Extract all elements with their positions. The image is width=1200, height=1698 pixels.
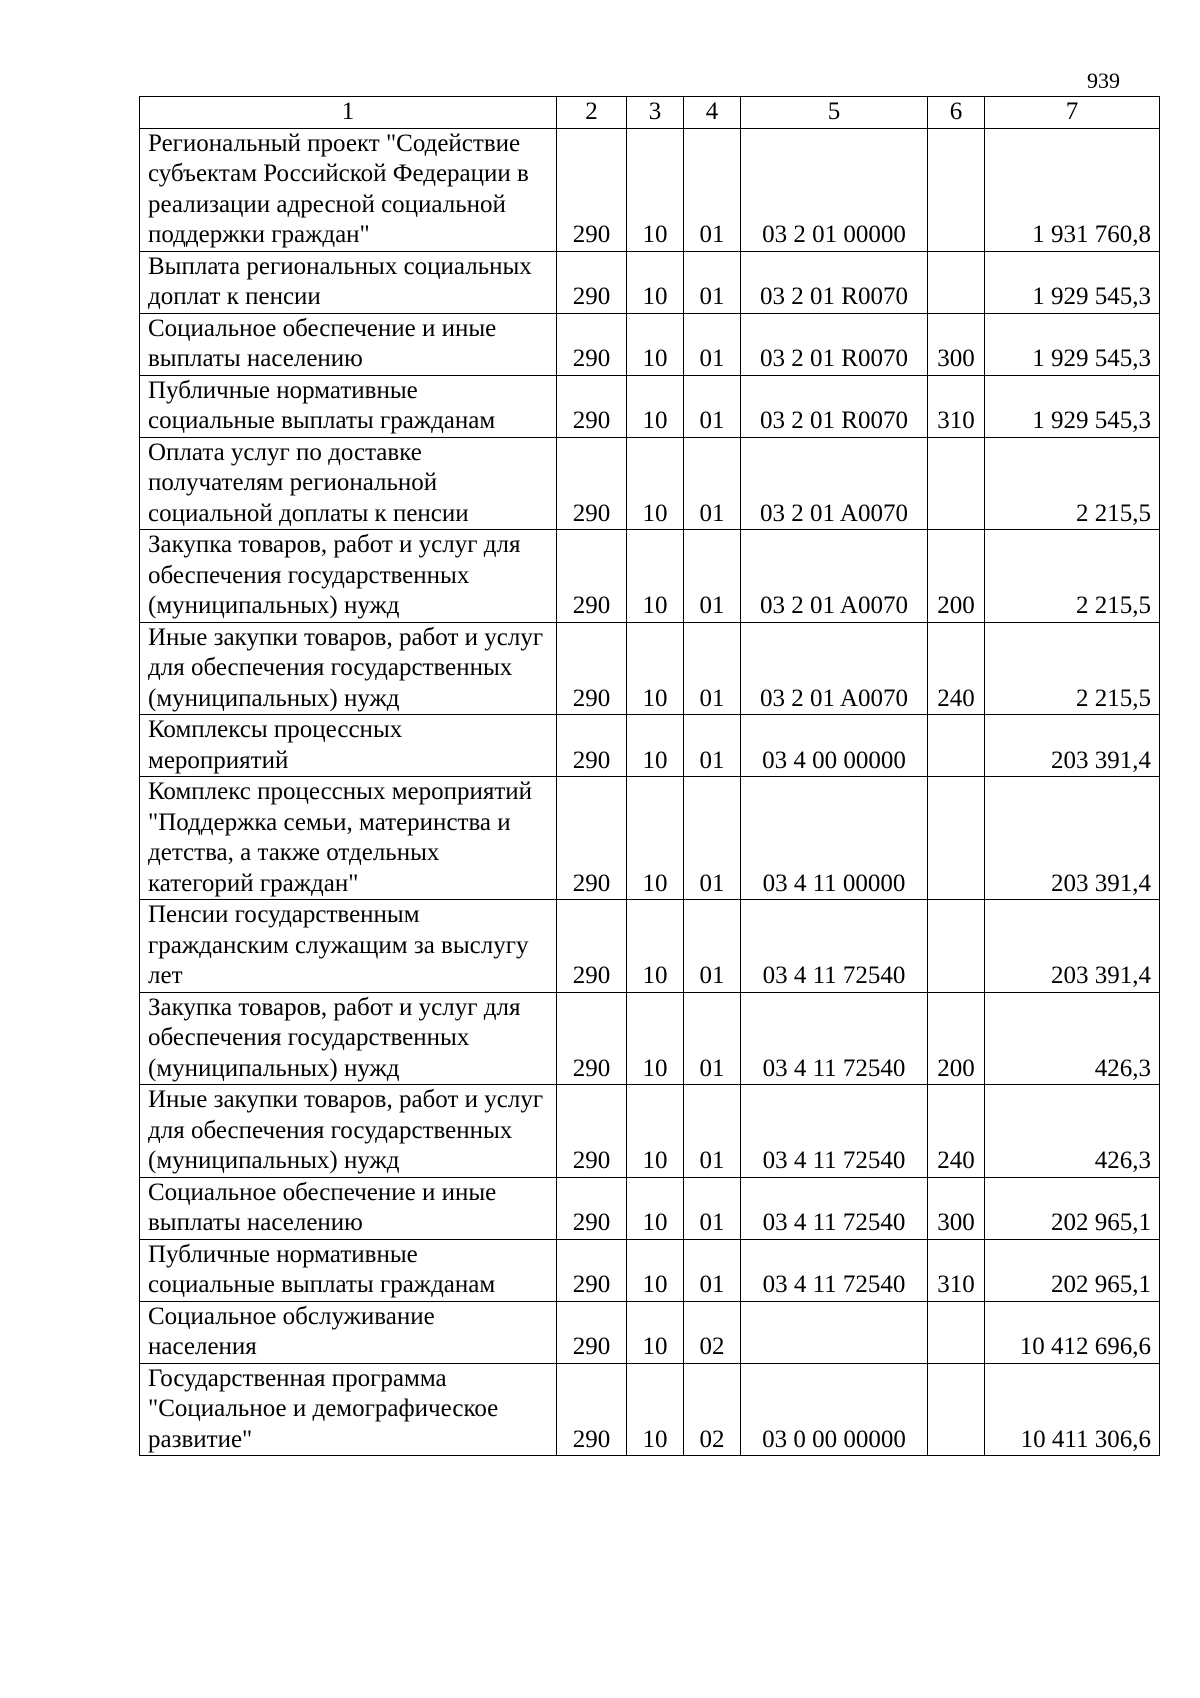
row-razdel: 10 xyxy=(627,251,684,313)
row-podrazdel: 01 xyxy=(684,900,741,993)
row-razdel: 10 xyxy=(627,622,684,715)
column-header-glava: 2 xyxy=(557,97,627,129)
row-sum: 202 965,1 xyxy=(985,1177,1160,1239)
row-glava: 290 xyxy=(557,992,627,1085)
row-sum: 203 391,4 xyxy=(985,777,1160,900)
row-name: Оплата услуг по доставке получателям региональной социальной доплаты к пенсии xyxy=(140,437,557,530)
row-vr xyxy=(928,251,985,313)
row-razdel: 10 xyxy=(627,128,684,251)
row-csr: 03 0 00 00000 xyxy=(741,1363,928,1456)
row-razdel: 10 xyxy=(627,1363,684,1456)
row-razdel: 10 xyxy=(627,1085,684,1178)
row-vr xyxy=(928,715,985,777)
row-vr xyxy=(928,437,985,530)
table-row xyxy=(140,1363,1160,1456)
row-name: Пенсии государственным гражданским служащим за выслугу лет xyxy=(140,900,557,993)
row-name: Государственная программа "Социальное и демографическое развитие" xyxy=(140,1363,557,1456)
row-razdel: 10 xyxy=(627,1239,684,1301)
row-vr: 200 xyxy=(928,530,985,623)
row-csr: 03 4 11 72540 xyxy=(741,1085,928,1178)
row-podrazdel: 01 xyxy=(684,375,741,437)
row-name: Выплата региональных социальных доплат к пенсии xyxy=(140,251,557,313)
row-sum: 10 412 696,6 xyxy=(985,1301,1160,1363)
row-sum: 1 929 545,3 xyxy=(985,313,1160,375)
row-vr: 240 xyxy=(928,622,985,715)
row-vr xyxy=(928,1363,985,1456)
budget-table xyxy=(139,96,1160,1456)
row-razdel: 10 xyxy=(627,715,684,777)
row-vr: 240 xyxy=(928,1085,985,1178)
row-sum: 426,3 xyxy=(985,1085,1160,1178)
header-row xyxy=(140,97,1160,129)
row-name: Иные закупки товаров, работ и услуг для обеспечения государственных (муниципальных) нужд xyxy=(140,622,557,715)
row-sum: 2 215,5 xyxy=(985,622,1160,715)
row-sum: 203 391,4 xyxy=(985,900,1160,993)
row-glava: 290 xyxy=(557,1085,627,1178)
row-podrazdel: 02 xyxy=(684,1301,741,1363)
row-razdel: 10 xyxy=(627,992,684,1085)
row-sum: 202 965,1 xyxy=(985,1239,1160,1301)
row-glava: 290 xyxy=(557,1177,627,1239)
row-glava: 290 xyxy=(557,375,627,437)
row-podrazdel: 01 xyxy=(684,251,741,313)
row-podrazdel: 01 xyxy=(684,715,741,777)
table-row xyxy=(140,1301,1160,1363)
row-csr: 03 4 11 72540 xyxy=(741,1239,928,1301)
column-header-name: 1 xyxy=(140,97,557,129)
row-vr: 310 xyxy=(928,375,985,437)
row-sum: 426,3 xyxy=(985,992,1160,1085)
row-glava: 290 xyxy=(557,251,627,313)
row-sum: 1 931 760,8 xyxy=(985,128,1160,251)
row-podrazdel: 02 xyxy=(684,1363,741,1456)
row-sum: 2 215,5 xyxy=(985,437,1160,530)
row-name: Социальное обслуживание населения xyxy=(140,1301,557,1363)
row-vr: 300 xyxy=(928,313,985,375)
table-row xyxy=(140,313,1160,375)
table-row xyxy=(140,715,1160,777)
row-csr: 03 4 00 00000 xyxy=(741,715,928,777)
row-glava: 290 xyxy=(557,313,627,375)
row-podrazdel: 01 xyxy=(684,1085,741,1178)
table-row xyxy=(140,1085,1160,1178)
row-vr: 310 xyxy=(928,1239,985,1301)
column-header-razdel: 3 xyxy=(627,97,684,129)
table-row xyxy=(140,777,1160,900)
column-header-podrazdel: 4 xyxy=(684,97,741,129)
row-name: Комплексы процессных мероприятий xyxy=(140,715,557,777)
table-row xyxy=(140,622,1160,715)
row-csr: 03 2 01 A0070 xyxy=(741,530,928,623)
table-row xyxy=(140,375,1160,437)
row-razdel: 10 xyxy=(627,375,684,437)
row-glava: 290 xyxy=(557,622,627,715)
row-razdel: 10 xyxy=(627,1177,684,1239)
column-header-vr: 6 xyxy=(928,97,985,129)
row-vr xyxy=(928,128,985,251)
row-glava: 290 xyxy=(557,777,627,900)
row-csr: 03 4 11 72540 xyxy=(741,1177,928,1239)
row-name: Закупка товаров, работ и услуг для обеспечения государственных (муниципальных) нужд xyxy=(140,992,557,1085)
row-csr: 03 4 11 72540 xyxy=(741,992,928,1085)
table-row xyxy=(140,251,1160,313)
row-glava: 290 xyxy=(557,530,627,623)
row-podrazdel: 01 xyxy=(684,1239,741,1301)
row-csr xyxy=(741,1301,928,1363)
row-name: Социальное обеспечение и иные выплаты населению xyxy=(140,313,557,375)
row-csr: 03 4 11 72540 xyxy=(741,900,928,993)
table-header xyxy=(140,97,1160,129)
row-vr: 300 xyxy=(928,1177,985,1239)
row-podrazdel: 01 xyxy=(684,777,741,900)
row-csr: 03 2 01 R0070 xyxy=(741,375,928,437)
row-sum: 1 929 545,3 xyxy=(985,375,1160,437)
row-csr: 03 2 01 R0070 xyxy=(741,313,928,375)
column-header-csr: 5 xyxy=(741,97,928,129)
row-glava: 290 xyxy=(557,715,627,777)
row-vr xyxy=(928,900,985,993)
row-csr: 03 2 01 00000 xyxy=(741,128,928,251)
row-razdel: 10 xyxy=(627,437,684,530)
row-csr: 03 2 01 A0070 xyxy=(741,622,928,715)
row-name: Публичные нормативные социальные выплаты гражданам xyxy=(140,1239,557,1301)
table-row xyxy=(140,992,1160,1085)
row-podrazdel: 01 xyxy=(684,313,741,375)
row-vr xyxy=(928,1301,985,1363)
row-glava: 290 xyxy=(557,437,627,530)
row-name: Иные закупки товаров, работ и услуг для обеспечения государственных (муниципальных) нужд xyxy=(140,1085,557,1178)
row-vr xyxy=(928,777,985,900)
table-row xyxy=(140,437,1160,530)
row-glava: 290 xyxy=(557,1363,627,1456)
row-csr: 03 4 11 00000 xyxy=(741,777,928,900)
row-podrazdel: 01 xyxy=(684,622,741,715)
row-glava: 290 xyxy=(557,1239,627,1301)
row-sum: 203 391,4 xyxy=(985,715,1160,777)
row-podrazdel: 01 xyxy=(684,437,741,530)
table-row xyxy=(140,128,1160,251)
row-glava: 290 xyxy=(557,128,627,251)
table-row xyxy=(140,530,1160,623)
row-razdel: 10 xyxy=(627,1301,684,1363)
row-vr: 200 xyxy=(928,992,985,1085)
row-podrazdel: 01 xyxy=(684,992,741,1085)
table-row xyxy=(140,1239,1160,1301)
row-name: Социальное обеспечение и иные выплаты населению xyxy=(140,1177,557,1239)
row-glava: 290 xyxy=(557,900,627,993)
row-razdel: 10 xyxy=(627,530,684,623)
row-sum: 1 929 545,3 xyxy=(985,251,1160,313)
row-name: Закупка товаров, работ и услуг для обеспечения государственных (муниципальных) нужд xyxy=(140,530,557,623)
table-row xyxy=(140,900,1160,993)
row-name: Публичные нормативные социальные выплаты гражданам xyxy=(140,375,557,437)
column-header-sum: 7 xyxy=(985,97,1160,129)
row-sum: 10 411 306,6 xyxy=(985,1363,1160,1456)
row-podrazdel: 01 xyxy=(684,128,741,251)
row-name: Комплекс процессных мероприятий "Поддержка семьи, материнства и детства, а также отдельных категорий граждан" xyxy=(140,777,557,900)
row-razdel: 10 xyxy=(627,313,684,375)
row-name: Региональный проект "Содействие субъектам Российской Федерации в реализации адресной социальной поддержки граждан" xyxy=(140,128,557,251)
row-podrazdel: 01 xyxy=(684,530,741,623)
row-razdel: 10 xyxy=(627,777,684,900)
row-csr: 03 2 01 A0070 xyxy=(741,437,928,530)
row-podrazdel: 01 xyxy=(684,1177,741,1239)
row-csr: 03 2 01 R0070 xyxy=(741,251,928,313)
page-number: 939 xyxy=(1087,68,1120,93)
row-sum: 2 215,5 xyxy=(985,530,1160,623)
table-body xyxy=(140,128,1160,1456)
table-row xyxy=(140,1177,1160,1239)
row-glava: 290 xyxy=(557,1301,627,1363)
row-razdel: 10 xyxy=(627,900,684,993)
